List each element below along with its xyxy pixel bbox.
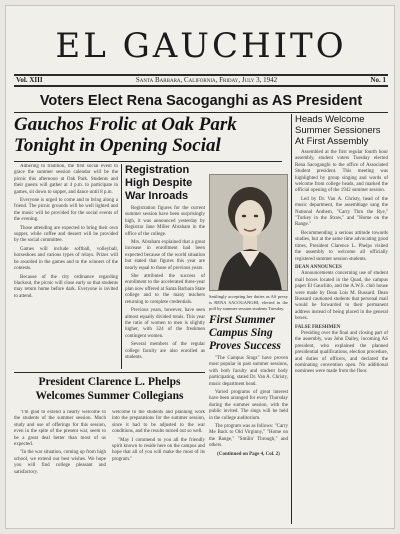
campus-sing-headline: First Summer Campus Sing Proves Success [209,314,281,352]
phelps-headline: President Clarence L. Phelps Welcomes Summer Collegians [35,376,184,402]
campus-sing-article [209,314,288,480]
heads-welcome-paragraph: Assembled at the first regular fourth hour assembly, student voters Tuesday elected Rena Sacoganghi to the office of Associated Student president. This meeting was highlighted by group singing and words of welcome from college heads, and marked the official opening of the 1942 summer session. [295,150,388,194]
section-heading: DEAN ANNOUNCES [295,264,342,270]
campus-sing-paragraph: "The Campus Sings" have proven most popular in past summer sessions, with both faculty and student body participating, stated Dr. Van A. Christy, music department head. [209,356,288,387]
phelps-paragraph: welcome to the students and planning work into the preparations for the summer session, since it had to be adjusted to the war conditions, and the results turned out so well. [112,410,205,435]
registration-paragraph: She attributed the success of enrollment to the accelerated three-year plan now offered at Santa Barbara State college and to the many teachers returning to complete credentials. [125,274,205,305]
column-divider [121,164,122,369]
section-text: Presiding over the final and closing part of the assembly, was John Dailey, incoming AS president, who explained the planned presidential qualifications, election procedure, and duties of officers, and declared the nominating convention open. No additional nominees were made from the floor. [295,330,388,375]
gauchos-paragraph: Games will include softball, volleyball, horseshoes and various types of relays. Prizes will be awarded in the games and to the winners of the contests. [14,246,118,272]
phelps-paragraph: "In the war situation, coming up from high school, we extend our best wishes. We hope you will find college pleasant and satisfactory. [14,450,106,475]
section-heading: FALSE FRESHMEN [295,324,341,330]
heads-welcome-paragraph: Recommending a serious attitude towards studies, but at the same time advocating good times, President Clarence L. Phelps visited the assembly to welcome all officially registered summer session students. [295,230,388,262]
headline-rule [14,112,388,113]
registration-headline: Registration High Despite War Inroads [125,164,193,202]
phelps-headline-box [14,375,205,407]
column-divider [291,114,292,524]
heads-welcome-paragraph: Led by Dr. Van A. Christy, head of the music department, the assemblage sang the National Anthem, "Carry Thru the Rye," "Turkey in the Straw," and "Home on the Range." [295,196,388,228]
phelps-top-rule [14,372,205,373]
gauchos-paragraph: Everyone is urged to come and to bring along a friend. The picnic grounds will be well lighted and the music will be provided for the social events of the evening. [14,198,118,223]
gauchos-paragraph: Adhering to tradition, the first social event to grace the summer session calendar will be the picnic this afternoon at Oak Park. Students and their guests will gather at 4 p.m. to participate in games, sit down to supper, and dance until 8 p.m. [14,164,118,195]
heads-welcome-article [295,114,388,526]
section-text: Announcements concerning use of student mail boxes located in the Quad, the campus paper El Gauchito, and the A.W.S. club house were made by Dean Lois M. Bussard. Dean Bussard cautioned students that personal mail would be forwarded to their permanent address instead of being placed in the general boxes. [295,271,388,322]
issue-number: No. 1 [370,76,386,84]
gauchos-paragraph: Those attending are expected to bring their own supper, while coffee and dessert will be provided by the social committee. [14,225,118,244]
volume-label: Vol. XIII [16,76,43,84]
registration-article [125,164,205,369]
gauchos-article [14,114,282,160]
masthead-title: EL GAUCHITO [55,26,347,66]
continued-note: (Continued on Page 4, Col. 2) [217,451,280,457]
gauchos-body [14,164,118,369]
dateline-bar [14,74,388,87]
campus-sing-paragraph: The program was as follows: "Carry Me Back to Old Virginny," "Home on the Range," "Smilin' Through," and others. [209,424,288,449]
photo-caption: Smilingly accepting her duties as AS prexy is RENA SACOGANGHI, elected in the poll by summer session students Tuesday. [209,294,288,311]
registration-paragraph: Previous years, however, have seen almost equally divided totals. This year the ratio of women to men is slightly higher, with 324 of the freshmen contingent women. [125,308,205,339]
place-date: Santa Barbara, California, Friday, July 3, 1942 [135,76,278,84]
phelps-paragraph: "May I commend to you all the friendly spirit known to reside here on the campus and hope that all of you will make the most of its program." [112,437,205,462]
registration-paragraph: Registration figures for the current summer session have been surprisingly high, it was announced yesterday by Registrar Jane Miller Abraham in the office of the college. [125,206,205,237]
heads-welcome-headline: Heads Welcome Summer Sessioners At First Assembly [295,114,381,147]
portrait-image [210,175,288,291]
phelps-paragraph: "I'm glad to extend a hearty welcome to the students of the summer session. Much study and use of offerings for this session, even in the spite of the present war, seem to be a great deal better than most of us expected. [14,410,106,448]
heads-welcome-body [295,150,388,376]
phelps-body-right [112,410,205,526]
campus-sing-paragraph: Varied programs of great interest have been arranged for every Thursday during the summer session, with the public invited. The sings will be held in the college auditorium. [209,390,288,421]
gauchos-paragraph: Because of the city ordinance regarding blackout, the picnic will close early so that students may return home before dark. Everyone is invited to attend. [14,274,118,299]
gauchos-headline: Gauchos Frolic at Oak Park Tonight in Opening Social [14,114,237,156]
campus-sing-body [209,356,288,458]
gauchos-rule [14,161,282,162]
newspaper-page [5,5,395,529]
president-photo [209,174,288,291]
registration-paragraph: Several members of the regular college faculty are also enrolled as students. [125,342,205,360]
registration-body [125,206,205,361]
registration-paragraph: Mrs. Abraham explained that a great increase in enrollment had been expected because of the world situation but stated that figures this year are nearly equal to those of previous years. [125,240,205,271]
main-headline: Voters Elect Rena Sacoganghi as AS President [39,93,363,109]
phelps-body-left [14,410,106,526]
